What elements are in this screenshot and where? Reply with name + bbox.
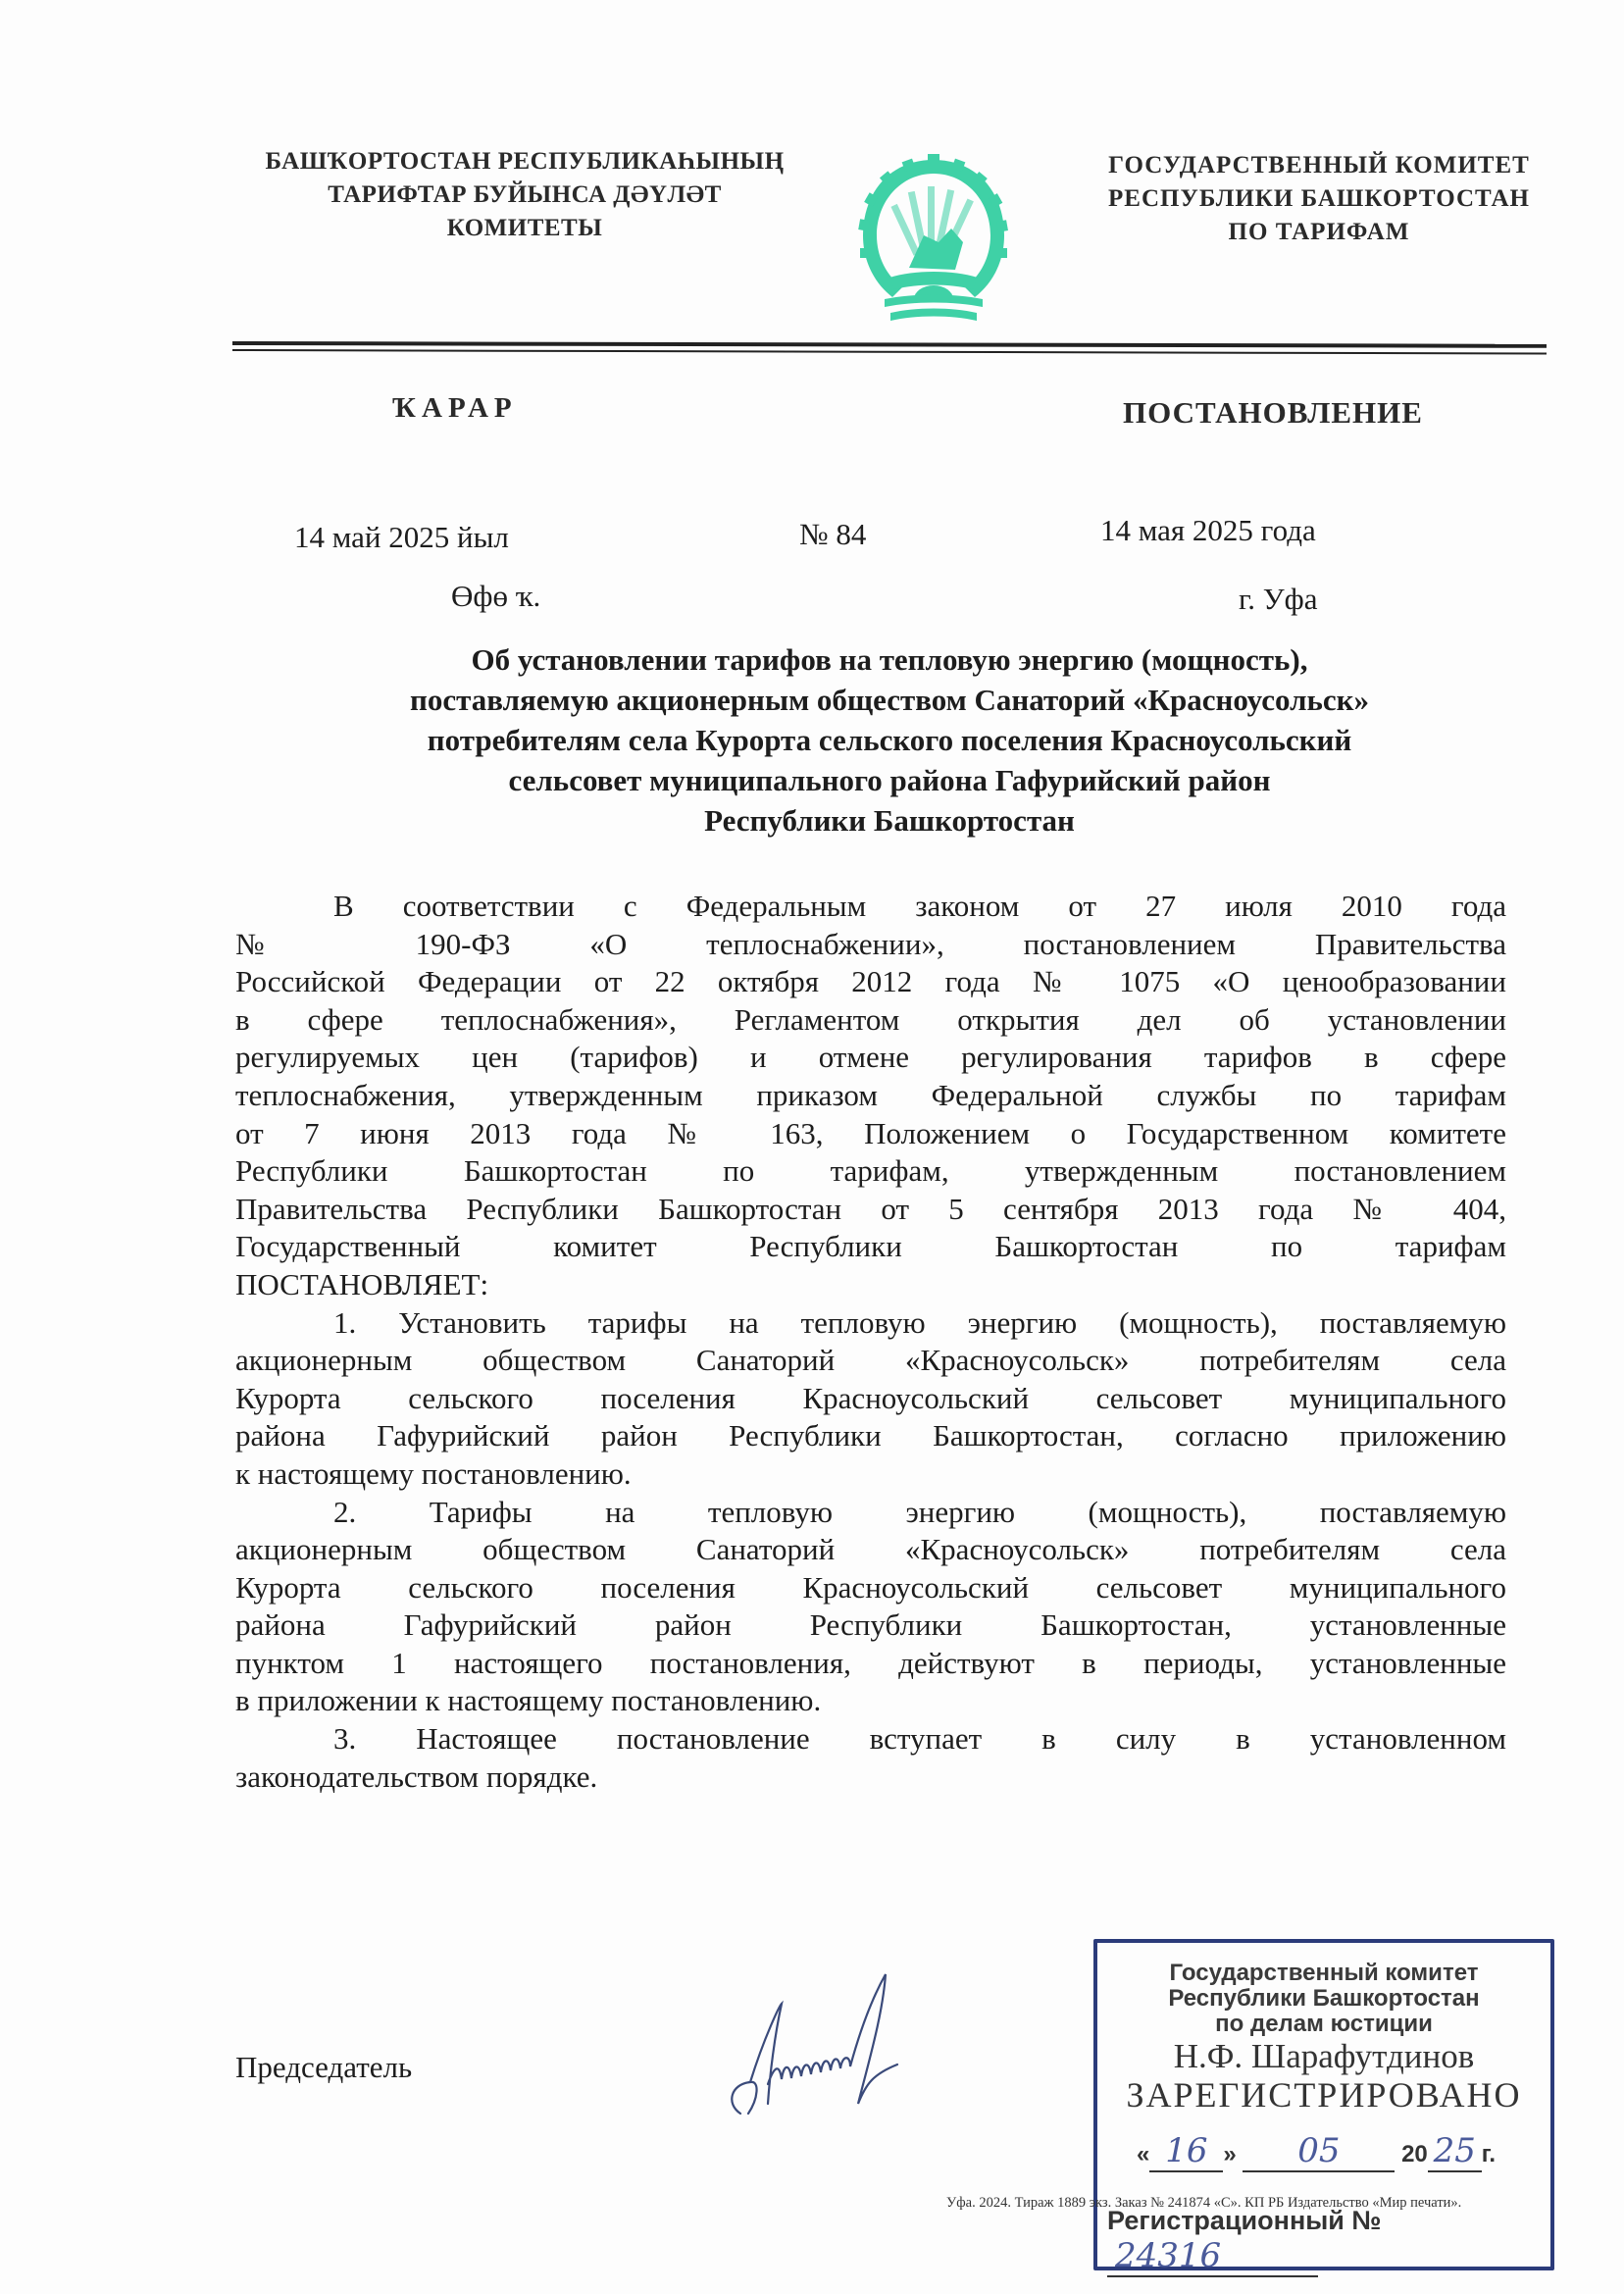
doc-type-bashkir: ҠАРАР (392, 392, 518, 424)
quote-open: « (1137, 2141, 1150, 2167)
stamp-org-line: Государственный комитет (1169, 1960, 1479, 1986)
stamp-org-line: Республики Башкортостан (1168, 1985, 1480, 2012)
header-left-line: КОМИТЕТЫ (446, 215, 603, 241)
item-3 (235, 1720, 1506, 1796)
date-bashkir: 14 май 2025 йыл (294, 520, 509, 554)
preamble-line: в сфере теплоснабжения», Регламентом открытия дел об установлении (235, 1001, 1506, 1037)
preamble-line: теплоснабжения, утвержденным приказом Федеральной службы по тарифам (235, 1077, 1506, 1112)
city-russian: г. Уфа (1239, 582, 1318, 616)
reg-number-label: Регистрационный № (1107, 2206, 1382, 2235)
item-1 (235, 1304, 1506, 1494)
item-line: пунктом 1 настоящего постановления, действуют в периоды, установленные (235, 1645, 1506, 1680)
stamp-year: 25 (1433, 2131, 1476, 2170)
handwritten-signature-icon (721, 1966, 937, 2133)
reg-number-value: 24316 (1115, 2236, 1222, 2275)
preamble-line: Российской Федерации от 22 октября 2012 года № 1075 «О ценообразовании (235, 964, 1506, 999)
signatory-position: Председатель (235, 2050, 413, 2084)
title-line: Республики Башкортостан (704, 803, 1075, 838)
header-divider-thick (232, 341, 1547, 348)
header-org-russian (1069, 149, 1569, 249)
header-divider-thin (232, 349, 1547, 355)
stamp-year-prefix: 20 (1401, 2141, 1428, 2167)
stamp-status: ЗАРЕГИСТРИРОВАНО (1126, 2075, 1522, 2115)
preamble-line: В соответствии с Федеральным законом от 27 июля 2010 года (333, 889, 1506, 923)
item-line: района Гафурийский район Республики Башкортостан, согласно приложению (235, 1418, 1506, 1453)
stamp-day: 16 (1165, 2131, 1208, 2170)
stamp-organization (1097, 1961, 1550, 2037)
title-line: Об установлении тарифов на тепловую энергию (мощность), (471, 642, 1308, 677)
stamp-registration-number (1107, 2206, 1548, 2277)
item-line: Курорта сельского поселения Красноусольский сельсовет муниципального (235, 1380, 1506, 1415)
item-2 (235, 1494, 1506, 1721)
preamble-line: Государственный комитет Республики Башкортостан по тарифам (235, 1229, 1506, 1264)
registration-stamp (1093, 1939, 1554, 2275)
preamble (235, 888, 1506, 1304)
preamble-line: № 190-ФЗ «О теплоснабжении», постановлением Правительства (235, 926, 1506, 961)
header-left-line: БАШҠОРТОСТАН РЕСПУБЛИКАҺЫНЫҢ (265, 148, 785, 175)
stamp-year-unit: г. (1481, 2141, 1497, 2167)
item-line: акционерным обществом Санаторий «Красноусольск» потребителям села (235, 1532, 1506, 1567)
item-line: 1. Установить тарифы на тепловую энергию (мощность), поставляемую (333, 1304, 1506, 1340)
item-line: законодательством порядке. (235, 1759, 598, 1794)
item-line: в приложении к настоящему постановлению. (235, 1683, 822, 1718)
item-line: к настоящему постановлению. (235, 1455, 632, 1491)
item-line: акционерным обществом Санаторий «Красноусольск» потребителям села (235, 1343, 1506, 1378)
preamble-line: регулируемых цен (тарифов) и отмене регулирования тарифов в сфере (235, 1040, 1506, 1075)
doc-type-russian: ПОСТАНОВЛЕНИЕ (1123, 395, 1423, 430)
quote-close: » (1223, 2141, 1237, 2167)
item-line: 3. Настоящее постановление вступает в силу в установленном (333, 1721, 1506, 1757)
city-bashkir: Өфө ҡ. (451, 579, 541, 613)
date-russian: 14 мая 2025 года (1100, 513, 1316, 547)
document-number: № 84 (799, 517, 867, 551)
item-line: Курорта сельского поселения Красноусольский сельсовет муниципального (235, 1569, 1506, 1605)
title-line: поставляемую акционерным обществом Санаторий «Красноусольск» (410, 683, 1369, 717)
preamble-line: Правительства Республики Башкортостан от 5 сентября 2013 года № 404, (235, 1191, 1506, 1226)
title-line: сельсовет муниципального района Гафурийский район (508, 763, 1271, 797)
item-line: района Гафурийский район Республики Башкортостан, установленные (235, 1607, 1506, 1643)
document-body (235, 888, 1506, 1796)
coat-of-arms-icon (855, 152, 1012, 338)
header-right-line: РЕСПУБЛИКИ БАШКОРТОСТАН (1108, 185, 1530, 212)
stamp-month: 05 (1297, 2131, 1341, 2170)
title-line: потребителям села Курорта сельского поселения Красноусольский (427, 723, 1352, 757)
preamble-line: от 7 июня 2013 года № 163, Положением о Государственном комитете (235, 1115, 1506, 1150)
stamp-registration-date (1137, 2131, 1529, 2172)
stamp-official-name: Н.Ф. Шарафутдинов (1173, 2037, 1475, 2075)
print-imprint: Уфа. 2024. Тираж 1889 экз. Заказ № 241874 «С». КП РБ Издательство «Мир печати». (946, 2195, 1462, 2211)
header-left-line: ТАРИФТАР БУЙЫНСА ДӘҮЛӘТ (328, 181, 722, 208)
header-right-line: ПО ТАРИФАМ (1228, 219, 1410, 245)
preamble-line: Республики Башкортостан по тарифам, утвержденным постановлением (235, 1153, 1506, 1189)
header-org-bashkir (235, 145, 814, 245)
document-title (232, 639, 1547, 841)
item-line: 2. Тарифы на тепловую энергию (мощность), поставляемую (333, 1494, 1506, 1529)
resolution-keyword: ПОСТАНОВЛЯЕТ: (235, 1266, 489, 1301)
stamp-org-line: по делам юстиции (1215, 2011, 1433, 2037)
header-right-line: ГОСУДАРСТВЕННЫЙ КОМИТЕТ (1108, 152, 1530, 178)
